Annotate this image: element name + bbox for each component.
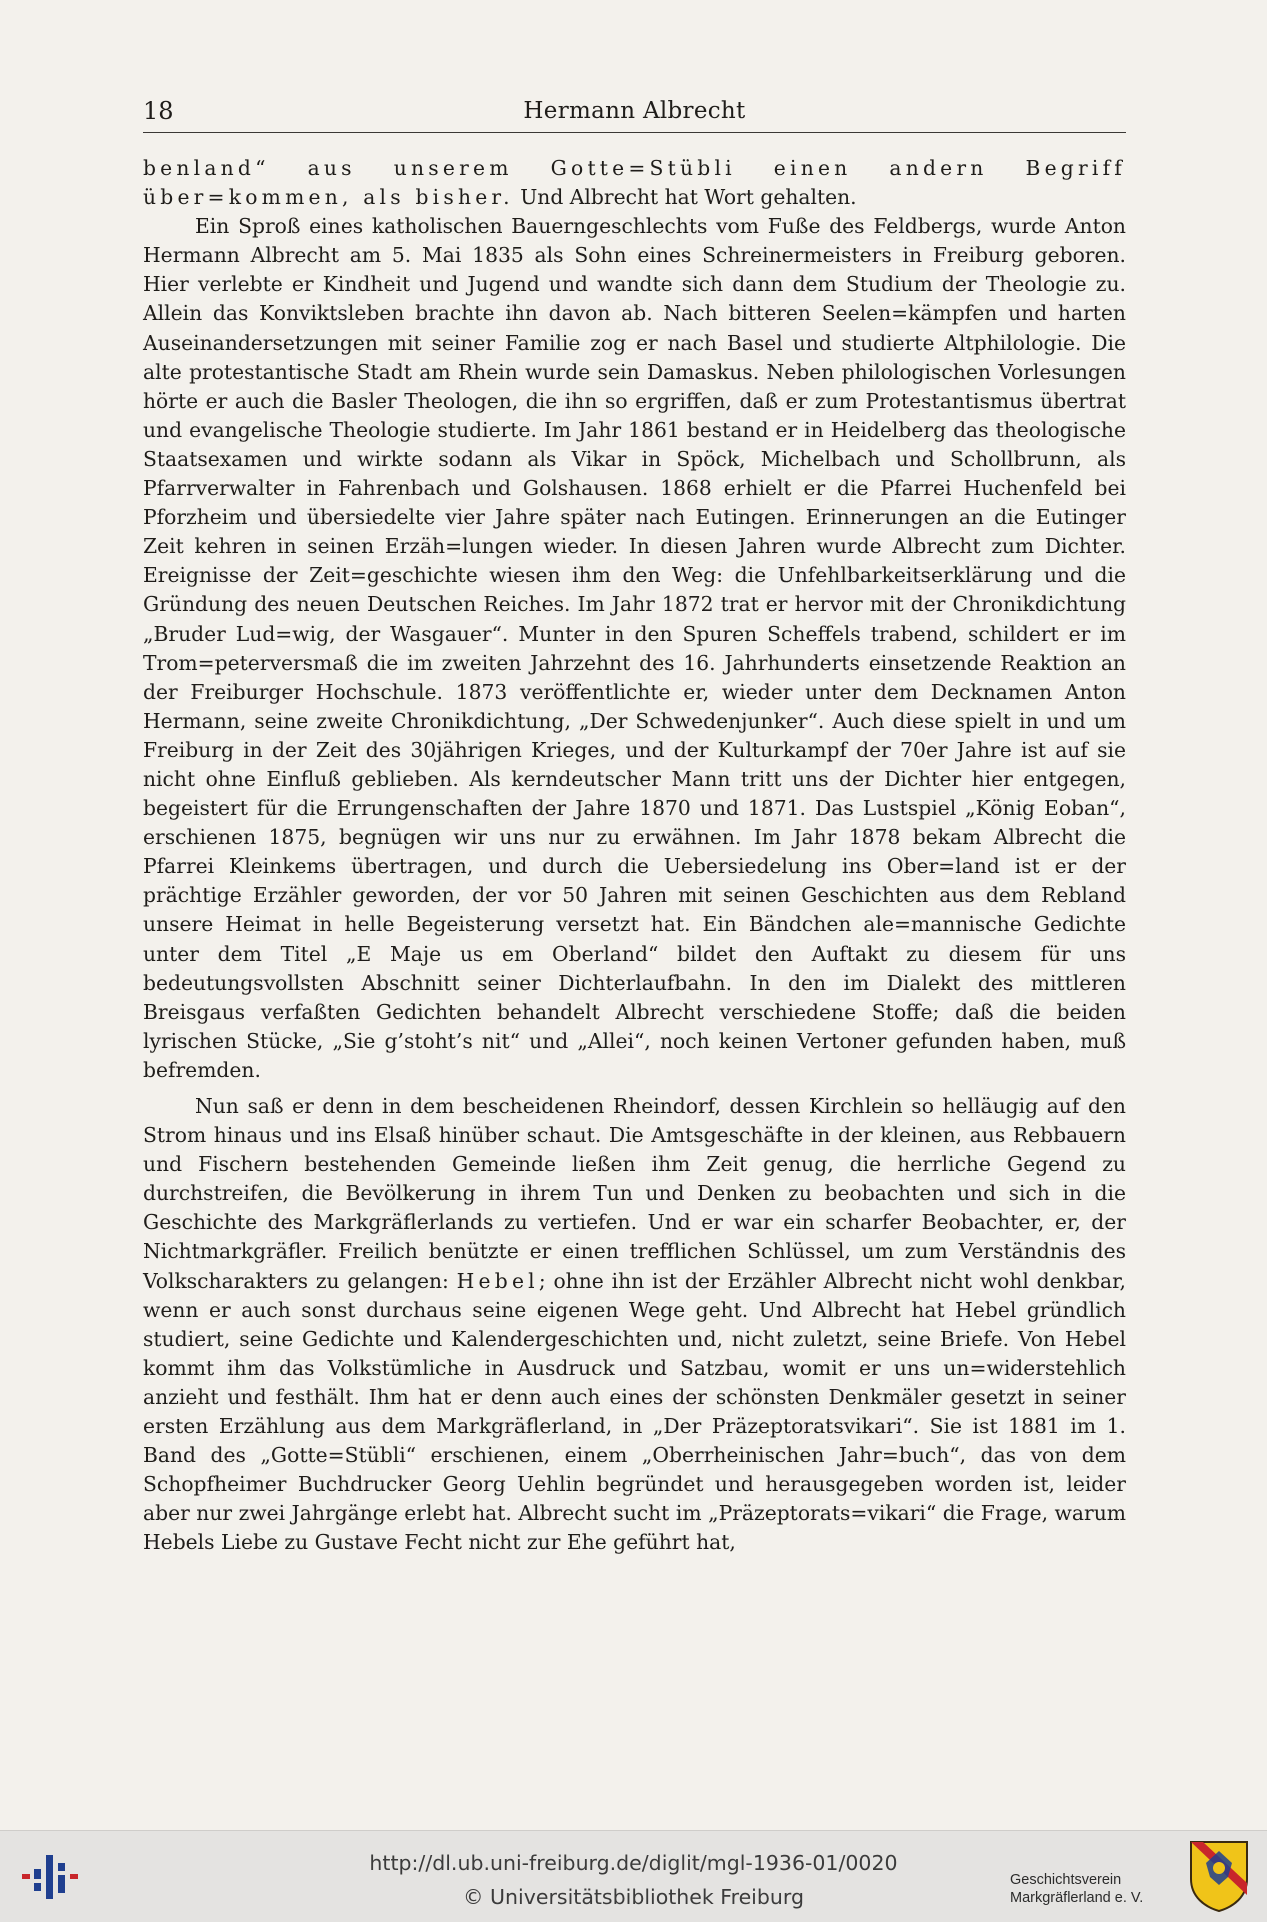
society-name-line1: Geschichtsverein <box>1010 1872 1122 1888</box>
paragraph-text: Nun saß er denn in dem bescheidenen Rheindorf, dessen Kirchlein so helläugig auf den Strom hinaus und ins Elsaß hinüber schaut. Die Amtsgeschäfte in der kleinen, aus Rebbauern und Fischern bestehenden Gemeinde ließen ihm Zeit genug, die herrliche Gegend zu durchstreifen, die Bevölkerung in ihrem Tun und Denken zu beobachten und sich in die Geschichte des Markgräflerlands zu vertiefen. Und er war ein scharfer Beobachter, er, der Nichtmarkgräfler. Freilich benützte er einen trefflichen Schlüssel, um zum Verständnis des Volkscharakters zu gelangen: <box>143 1094 1126 1293</box>
spaced-name-hebel: Hebel <box>456 1268 539 1293</box>
body-text <box>143 154 1126 1558</box>
spaced-text: benland“ aus unserem Gotte=Stübli einen andern Begriff über=kommen, als bisher. <box>143 156 1126 210</box>
document-url[interactable]: http://dl.ub.uni-freiburg.de/diglit/mgl-1936-01/0020 <box>369 1851 898 1875</box>
page-header <box>143 92 1126 133</box>
footer-bar <box>0 1830 1267 1922</box>
society-name <box>1010 1871 1190 1907</box>
paragraph-1 <box>143 154 1126 212</box>
paragraph-text: Und Albrecht hat Wort gehalten. <box>513 185 857 210</box>
society-name-line2: Markgräflerland e. V. <box>1010 1890 1144 1906</box>
copyright-notice: © Universitätsbibliothek Freiburg <box>463 1885 804 1909</box>
running-title: Hermann Albrecht <box>523 98 746 124</box>
paragraph-text: ; ohne ihn ist der Erzähler Albrecht nicht wohl denkbar, wenn er auch sonst durchaus seine eigenen Wege geht. Und Albrecht hat Hebel gründlich studiert, seine Gedichte und Kalendergeschichten und, nicht zuletzt, seine Briefe. Von Hebel kommt ihm das Volkstümliche in Ausdruck und Satzbau, womit er uns un=widerstehlich anzieht und festhält. Ihm hat er denn auch eines der schönsten Denkmäler gesetzt in seiner ersten Erzählung aus dem Markgräflerland, in „Der Präzeptoratsvikari“. Sie ist 1881 im 1. Band des „Gotte=Stübli“ erschienen, einem „Oberrheinischen Jahr=buch“, das von dem Schopfheimer Buchdrucker Georg Uehlin begründet und herausgegeben worden ist, leider aber nur zwei Jahrgänge erlebt hat. Albrecht sucht im „Präzeptorats=vikari“ die Frage, warum Hebels Liebe zu Gustave Fecht nicht zur Ehe geführt hat, <box>143 1268 1126 1555</box>
coat-of-arms-icon <box>1188 1839 1250 1913</box>
page-number: 18 <box>143 97 174 125</box>
paragraph-2: Ein Sproß eines katholischen Bauerngeschlechts vom Fuße des Feldbergs, wurde Anton Hermann Albrecht am 5. Mai 1835 als Sohn eines Schreinermeisters in Freiburg geboren. Hier verlebte er Kindheit und Jugend und wandte sich dann dem Studium der Theologie zu. Allein das Konviktsleben brachte ihn davon ab. Nach bitteren Seelen=kämpfen und harten Auseinandersetzungen mit seiner Familie zog er nach Basel und studierte Altphilologie. Die alte protestantische Stadt am Rhein wurde sein Damaskus. Neben philologischen Vorlesungen hörte er auch die Basler Theologen, die ihn so ergriffen, daß er zum Protestantismus übertrat und evangelische Theologie studierte. Im Jahr 1861 bestand er in Heidelberg das theologische Staatsexamen und wirkte sodann als Vikar in Spöck, Michelbach und Schollbrunn, als Pfarrverwalter in Fahrenbach und Golshausen. 1868 erhielt er die Pfarrei Huchenfeld bei Pforzheim und übersiedelte vier Jahre später nach Eutingen. Erinnerungen an die Eutinger Zeit kehren in seinen Erzäh=lungen wieder. In diesen Jahren wurde Albrecht zum Dichter. Ereignisse der Zeit=geschichte wiesen ihm den Weg: die Unfehlbarkeitserklärung und die Gründung des neuen Deutschen Reiches. Im Jahr 1872 trat er hervor mit der Chronikdichtung „Bruder Lud=wig, der Wasgauer“. Munter in den Spuren Scheffels trabend, schildert er im Trom=peterversmaß die im zweiten Jahrzehnt des 16. Jahrhunderts einsetzende Reaktion an der Freiburger Hochschule. 1873 veröffentlichte er, wieder unter dem Decknamen Anton Hermann, seine zweite Chronikdichtung, „Der Schwedenjunker“. Auch diese spielt in und um Freiburg in der Zeit des 30jährigen Krieges, und der Kulturkampf der 70er Jahre ist auf sie nicht ohne Einfluß geblieben. Als kerndeutscher Mann tritt uns der Dichter hier entgegen, begeistert für die Errungenschaften der Jahre 1870 und 1871. Das Lustspiel „König Eoban“, erschienen 1875, begnügen wir uns nur zu erwähnen. Im Jahr 1878 bekam Albrecht die Pfarrei Kleinkems übertragen, und durch die Uebersiedelung ins Ober=land ist er der prächtige Erzähler geworden, der vor 50 Jahren mit seinen Geschichten aus dem Rebland unsere Heimat in helle Begeisterung versetzt hat. Ein Bändchen ale=mannische Gedichte unter dem Titel „E Maje us em Oberland“ bildet den Auftakt zu diesem für uns bedeutungsvollsten Abschnitt seiner Dichterlaufbahn. In den im Dialekt des mittleren Breisgaus verfaßten Gedichten behandelt Albrecht verschiedene Stoffe; daß die beiden lyrischen Stücke, „Sie g’stoht’s nit“ und „Allei“, noch keinen Vertoner gefunden haben, muß befremden. <box>143 214 1126 1082</box>
paragraph-3 <box>143 1092 1126 1558</box>
